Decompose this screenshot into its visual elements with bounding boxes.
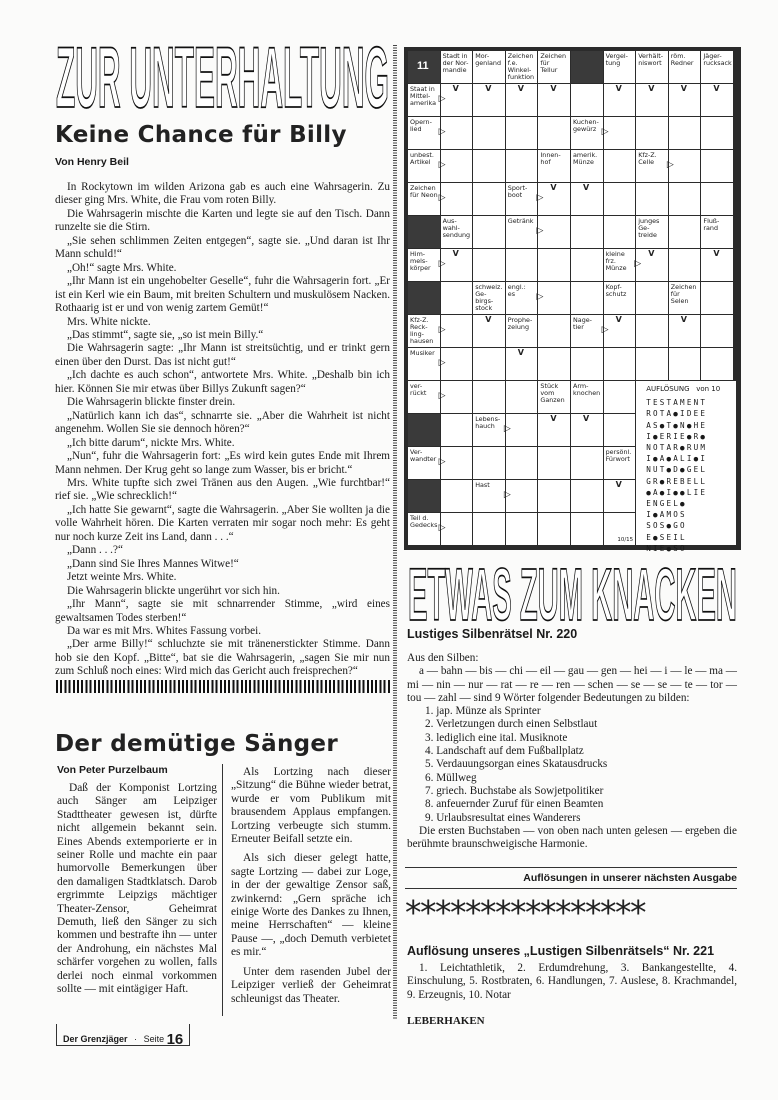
page-number: 16 [166,1031,184,1048]
svg-text:ZUR UNTERHALTUNG: ZUR UNTERHALTUNG [56,44,389,110]
clue-cell [506,51,538,93]
arrow-right-icon: ▷ [438,358,446,368]
answer-cell[interactable] [473,216,505,248]
arrow-down-icon: V [615,315,622,324]
answer-cell[interactable] [701,183,733,215]
clue-cell [408,513,446,545]
arrow-down-icon: V [517,84,524,93]
arrow-right-icon: ▷ [438,325,446,335]
arrow-down-icon: V [550,183,557,192]
clue-text: Zeichen für Selen [670,283,697,305]
clue-text: Ver- wandter [410,448,437,463]
black-cell [408,414,440,446]
clue-text: Stück vom Ganzen [540,382,565,404]
story2-title: Der demütige Sänger [55,731,338,757]
arrow-right-icon: ▷ [503,490,511,500]
solution-line: NIE●SO [646,543,687,553]
answer-cell[interactable] [669,216,701,248]
paragraph: Als sich dieser gelegt hatte, sagte Lortzing — dabei zur Loge, in der der gewaltige Zensor saß, zwinkernd: „Gern spräche ich einige Worte des Dankes zu Ihnen, meine Herrschaften“ — kleine Pause —, „doch Demuth verbietet es mir.“ [231,852,391,959]
answer-cell[interactable] [506,381,538,413]
answer-cell[interactable] [441,480,473,512]
clue-text: Zeichen für Neon [410,184,438,199]
solutions-note: Auflösungen in unserer nächsten Ausgabe [523,872,737,884]
column-divider [222,764,223,1016]
answer-cell[interactable] [473,117,505,149]
clue-text: Verhält- niswort [638,52,664,67]
page-footer [56,1024,190,1046]
clue-cell [473,414,511,446]
answer-cell[interactable] [636,183,668,215]
answer-cell[interactable] [473,348,505,380]
arrow-right-icon: ▷ [536,292,544,302]
clue-cell [538,150,570,192]
clue-text: kleine frz. Münze [605,250,627,272]
solution-line: I●AMOS [646,510,687,520]
paragraph: Unter dem rasenden Jubel der Leipziger verließ der Geheimrat schleunigst das Theater. [231,965,391,1005]
paragraph: „Dann . . .?“ [67,544,123,557]
arrow-right-icon: ▷ [601,127,609,137]
story2-byline: Von Peter Purzelbaum [57,764,168,776]
clue-text: Him- mels- körper [410,250,431,272]
rule [405,867,737,868]
clue-cell [408,315,446,347]
solution-line: ●A●I●●LIE [646,487,708,497]
clue-text: Innen- hof [540,151,561,166]
paragraph: „Nun“, fuhr die Wahrsagerin fort: „Es wird kein gutes Ende mit Ihrem Mann nehmen. Der Krug geht so lange zum Wasser, bis er bricht.“ [55,450,390,476]
black-cell [408,282,440,314]
column-separator [393,45,397,1020]
arrow-down-icon: V [485,315,492,324]
arrow-down-icon: V [517,348,524,357]
answer-cell[interactable] [604,348,636,380]
solution-line: I●ERIE●R● [646,431,708,441]
answer-cell[interactable] [669,117,701,149]
solution-line: SOS●GO [646,521,687,531]
paragraph: Die Wahrsagerin blickte finster drein. [67,396,236,409]
clue-text: persönl. Fürwort [605,448,632,463]
arrow-right-icon: ▷ [634,259,642,269]
answer-cell[interactable] [701,282,733,314]
arrow-right-icon: ▷ [601,325,609,335]
answer-cell[interactable] [701,150,733,182]
paragraph: „Ich hatte Sie gewarnt“, sagte die Wahrsagerin. „Aber Sie wollten ja die volle Wahrheit hören. Die Karten verraten mir sogar noch mehr: Es geht nur noch kurze Zeit ins Land, dann . . .“ [55,503,390,543]
paragraph: „Ich dachte es auch schon“, antwortete Mrs. White. „Deshalb bin ich hier. Können Sie mir etwas über Billys Zukunft sagen?“ [55,369,390,395]
answer-cell[interactable] [441,282,473,314]
paragraph: Die Wahrsagerin mischte die Karten und legte sie auf den Tisch. Dann runzelte sie die Stirn. [55,207,390,234]
solution-line: ROTA●IDEE [646,409,708,419]
answer-cell[interactable] [669,183,701,215]
answer-cell[interactable] [636,315,668,347]
arrow-right-icon: ▷ [666,160,674,170]
clue-item: 6. Müllweg [425,771,477,784]
clue-text: röm. Redner [670,52,694,67]
arrow-right-icon: ▷ [438,523,446,533]
silbenraetsel-body [407,652,737,851]
answer-cell[interactable] [636,282,668,314]
solution-line: NUT●D●GEL [646,465,708,475]
clue-text: Arm- knochen [573,382,601,397]
answer-cell[interactable] [701,117,733,149]
decorative-bar-divider [56,680,390,693]
paragraph: „Ich bitte darum“, nickte Mrs. White. [67,436,235,449]
answer-cell[interactable] [538,348,570,380]
clue-text: Hast [475,481,490,489]
answer-cell[interactable] [473,249,505,281]
arrow-down-icon: V [550,84,557,93]
answer-cell[interactable] [571,480,603,512]
clue-cell [538,51,570,93]
clue-cell [571,117,609,149]
silbenraetsel-title: Lustiges Silbenrätsel Nr. 220 [407,627,578,641]
previous-solution-answer: LEBERHAKEN [407,1015,485,1027]
clue-cell [506,216,544,248]
solution-title: AUFLÖSUNG von 10 [646,385,721,393]
answer-cell[interactable] [506,447,538,479]
clue-cell [538,381,570,423]
arrow-down-icon: V [648,84,655,93]
paragraph: „Sie sehen schlimmen Zeiten entgegen“, sagte sie. „Und daran ist Ihr Mann schuld!“ [55,234,390,261]
clue-text: Fluß- rand [703,217,720,232]
answer-cell[interactable] [701,315,733,347]
paragraph: Daß der Komponist Lortzing auch Sänger am Leipziger Stadttheater gewesen ist, dürfte nicht allgemein bekannt sein. Eines Abends extemporierte er in seiner Rolle und machte ein paar humorvolle Bemerkungen über den damaligen Stadtklatsch. Darob ergrimmte Leipzigs mächtiger Theater-Zensor, Geheimrat Demuth, ließ den Sänger zu sich kommen und bestrafte ihn — unter der Androhung, ein nächstes Mal schärfer vorgehen zu wollen, falls derlei noch einmal vorkommen sollte — mit eintägiger Haft. [57,782,217,996]
answer-cell[interactable] [538,447,570,479]
clue-cell [473,282,505,324]
paragraph: „Ihr Mann ist ein ungehobelter Geselle“, fuhr die Wahrsagerin fort. „Er ist ein Kerl wie ein Baum, mit breiten Schultern und muskulösem Nacken. Rothaarig ist er und von wenig zartem Gemüt!“ [55,275,390,315]
answer-cell[interactable] [571,249,603,281]
solution-line: AS●T●N●HE [646,420,708,430]
clue-text: Teil d. Gedecks [410,514,438,529]
paragraph: In Rockytown im wilden Arizona gab es auch eine Wahrsagerin. Zu dieser ging Mrs. White, die Frau vom roten Billy. [55,181,390,207]
answer-cell[interactable] [701,348,733,380]
answer-cell[interactable] [538,480,570,512]
black-cell [571,51,603,83]
paragraph: Da war es mit Mrs. Whites Fassung vorbei. [67,624,261,637]
clue-text: unbest. Artikel [410,151,434,166]
clue-cell [701,51,733,93]
arrow-right-icon: ▷ [536,226,544,236]
clue-cell [636,51,668,93]
arrow-down-icon: V [485,84,492,93]
answer-cell[interactable] [571,84,603,116]
footer-dot: · [134,1034,138,1044]
answer-cell[interactable] [538,315,570,347]
clue-cell [441,51,473,93]
answer-cell[interactable] [538,249,570,281]
solution-box [636,381,736,553]
arrow-right-icon: ▷ [438,193,446,203]
answer-cell[interactable] [441,414,473,446]
solution-line: E●SEIL [646,532,687,542]
clue-text: Staat in Mittel- amerika [410,85,436,107]
clue-text: Getränk [507,217,534,225]
answer-cell[interactable] [538,513,570,545]
clue-cell [506,315,538,357]
answer-cell[interactable] [506,150,538,182]
clue-cell [408,381,446,413]
solution-line: I●A●ALI●I [646,454,708,464]
answer-cell[interactable] [669,249,701,281]
clue-text: ver- rückt [410,382,427,397]
answer-cell[interactable] [571,348,603,380]
paragraph: „Das stimmt“, sagte sie, „so ist mein Billy.“ [67,328,264,341]
clue-item: 2. Verletzungen durch einen Selbstlaut [425,718,598,731]
clue-cell [408,447,446,479]
arrow-down-icon: V [583,414,590,423]
silbenraetsel-outro: Die ersten Buchstaben — von oben nach unten gelesen — ergeben die berühmte braunschweigische Harmonie. [407,824,737,851]
story2-column-2 [231,766,391,1012]
answer-cell[interactable] [506,117,538,149]
clue-cell [571,315,609,347]
clue-item: 1. jap. Münze als Sprinter [425,705,541,718]
arrow-right-icon: ▷ [438,457,446,467]
clue-text: Nage- tier [573,316,592,331]
clue-cell [408,150,446,182]
clue-text: Kfz-Z. Celle [638,151,657,166]
clue-item: 3. lediglich eine ital. Musiknote [425,731,568,744]
arrow-down-icon: V [615,480,622,489]
clue-cell [571,381,603,423]
paragraph: Die Wahrsagerin blickte ungerührt vor sich hin. [67,584,280,597]
arrow-right-icon: ▷ [438,94,446,104]
story2-column-1 [57,782,217,1003]
paragraph: „Oh!“ sagte Mrs. White. [67,261,177,274]
clue-cell [506,183,544,215]
solution-line: ENGEL● [646,499,687,509]
section-title-zur-unterhaltung [55,44,391,110]
clue-cell [669,282,701,324]
answer-cell[interactable] [571,447,603,479]
section-title-etwas-zum-knacken [407,566,739,622]
clue-cell [669,51,701,93]
arrow-down-icon: V [713,249,720,258]
clue-text: Lebens- hauch [475,415,501,430]
story1-body [55,181,390,679]
black-cell [408,216,440,248]
clue-text: Sport- boot [507,184,528,199]
asterisk-divider: **************** [405,893,645,932]
clue-cell [408,249,446,281]
clue-cell [441,216,473,258]
clue-item: 9. Urlaubsresultat eines Wanderers [425,811,581,824]
clue-item: 5. Verdauungsorgan eines Skatausdrucks [425,758,608,771]
clue-text: Kuchen- gewürz [573,118,599,133]
answer-cell[interactable] [538,117,570,149]
clue-cell [408,183,446,215]
arrow-down-icon: V [583,183,590,192]
arrow-right-icon: ▷ [438,259,446,269]
arrow-down-icon: V [452,249,459,258]
story1-title: Keine Chance für Billy [55,122,347,148]
clue-text: junges Ge- treide [638,217,660,239]
arrow-down-icon: V [452,84,459,93]
paragraph: Mrs. White tupfte sich zwei Tränen aus den Augen. „Wie furchtbar!“ rief sie. „Wie schrecklich!“ [55,476,390,503]
paragraph: Jetzt weinte Mrs. White. [67,571,177,584]
clue-text: engl.: es [507,283,526,298]
paragraph: Als Lortzing nach dieser „Sitzung“ die Bühne wieder betrat, wurde er vom Publikum mit brausendem Applaus empfangen. Lortzing verbeugte sich stumm. Erneuter Beifall setzte ein. [231,766,391,846]
black-cell [408,51,440,83]
answer-cell[interactable] [636,348,668,380]
clue-text: Stadt in der Nor- mandie [442,52,469,74]
answer-cell[interactable] [604,513,636,545]
silbenraetsel-syllables: a — bahn — bis — chi — eil — gau — gen — hei — i — le — ma — mi — nin — nur — rat — re — ren — schen — se — se — te — tor — tou — zahl — sind 9 Wörter folgender Bedeutungen zu bilden: [407,665,737,704]
clue-cell [408,348,446,380]
arrow-down-icon: V [615,84,622,93]
clue-text: Opern- lied [410,118,432,133]
clue-cell [636,150,674,182]
clue-cell [408,84,446,116]
clue-item: 8. anfeuernder Zuruf für einen Beamten [425,798,604,811]
rule [405,888,737,889]
answer-cell[interactable] [473,183,505,215]
page-label: Seite [143,1034,165,1044]
clue-cell [473,51,505,93]
answer-cell[interactable] [604,414,636,446]
solution-line: GR●REBELL [646,476,708,486]
arrow-right-icon: ▷ [438,160,446,170]
clue-text: Zeichen f.e. Winkel- funktion [507,52,535,81]
answer-cell[interactable] [604,150,636,182]
silbenraetsel-intro: Aus den Silben: [407,652,479,664]
paragraph: „Der arme Billy!“ schluchzte sie mit tränenerstickter Stimme. Dann hob sie den Kopf. „Bitte“, bat sie die Wahrsagerin, „sagen Sie mir nun zum Schluß noch eines: Wird mich das Gericht auch freisprechen?“ [55,638,390,678]
arrow-down-icon: V [680,84,687,93]
clue-text: Jäger- rucksack [703,52,732,67]
answer-cell[interactable] [571,216,603,248]
answer-cell[interactable] [604,183,636,215]
clue-cell [473,480,511,512]
answer-cell[interactable] [571,513,603,545]
puzzle-number: 11 [417,60,429,72]
clue-text: Zeichen für Tellur [540,52,567,74]
clue-text: Mor- genland [475,52,502,67]
answer-cell[interactable] [506,513,538,545]
answer-cell[interactable] [473,513,505,545]
clue-cell [636,216,668,258]
clue-text: Kfz-Z. Reck- ling- hausen [410,316,434,345]
clue-text: Kopf- schutz [605,283,627,298]
clue-cell [604,447,636,489]
arrow-right-icon: ▷ [503,424,511,434]
paragraph: „Dann sind Sie Ihres Mannes Witwe!“ [67,557,239,570]
paragraph: Mrs. White nickte. [67,315,151,328]
clue-cell [604,51,636,93]
clue-cell [604,282,636,324]
publication-name: Der Grenzjäger [63,1034,128,1044]
silbenraetsel-clue-list [407,705,737,825]
clue-item: 4. Landschaft auf dem Fußballplatz [425,745,584,758]
clue-text: schweiz. Ge- birgs- stock [475,283,503,312]
solution-line: TESTAMENT [646,398,708,408]
answer-cell[interactable] [506,249,538,281]
grid-footnote: 10/15 [617,537,634,543]
answer-cell[interactable] [473,381,505,413]
clue-cell [408,117,446,149]
paragraph: „Natürlich kann ich das“, schnarrte sie. „Aber die Wahrheit ist nicht angenehm. Wollen Sie sie dennoch hören?“ [55,409,390,436]
answer-cell[interactable] [473,150,505,182]
previous-solution-text: 1. Leichtathletik, 2. Erdumdrehung, 3. Bankangestellte, 4. Einschulung, 5. Rostbraten, 6. Handlungen, 7. Auslese, 8. Krachmandel, 9. Erzeugnis, 10. Notar [407,962,737,1001]
arrow-right-icon: ▷ [536,193,544,203]
black-cell [408,480,440,512]
arrow-down-icon: V [680,315,687,324]
arrow-down-icon: V [550,414,557,423]
clue-cell [701,216,733,258]
clue-cell [604,249,642,281]
clue-text: Musiker [410,349,435,357]
answer-cell[interactable] [604,216,636,248]
clue-text: amerik. Münze [573,151,598,166]
previous-solution-title: Auflösung unseres „Lustigen Silbenrätsels“ Nr. 221 [407,944,715,958]
arrow-down-icon: V [713,84,720,93]
answer-cell[interactable] [571,282,603,314]
clue-cell [506,282,544,314]
answer-cell[interactable] [636,117,668,149]
clue-text: Vergel- tung [605,52,628,67]
clue-item: 7. griech. Buchstabe als Sowjetpolitiker [425,784,604,797]
arrow-down-icon: V [648,249,655,258]
crossword-grid [404,47,741,553]
paragraph: Die Wahrsagerin sagte: „Ihr Mann ist streitsüchtig, und er trinkt gern einen über den Durst. Das ist nicht gut!“ [55,342,390,368]
svg-text:ETWAS ZUM KNACKEN: ETWAS ZUM KNACKEN [408,566,737,622]
answer-cell[interactable] [473,447,505,479]
paragraph: „Ihr Mann“, sagte sie mit schnarrender Stimme, „wird eines gewaltsamen Todes sterben!“ [55,598,390,624]
story1-byline: Von Henry Beil [55,156,129,168]
solution-line: NOTAR●RUM [646,443,708,453]
clue-text: Prophe- zeiung [507,316,533,331]
arrow-right-icon: ▷ [438,127,446,137]
clue-text: Aus- wahl- sendung [442,217,471,239]
clue-cell [571,150,603,192]
answer-cell[interactable] [669,348,701,380]
arrow-right-icon: ▷ [438,391,446,401]
answer-cell[interactable] [604,381,636,413]
